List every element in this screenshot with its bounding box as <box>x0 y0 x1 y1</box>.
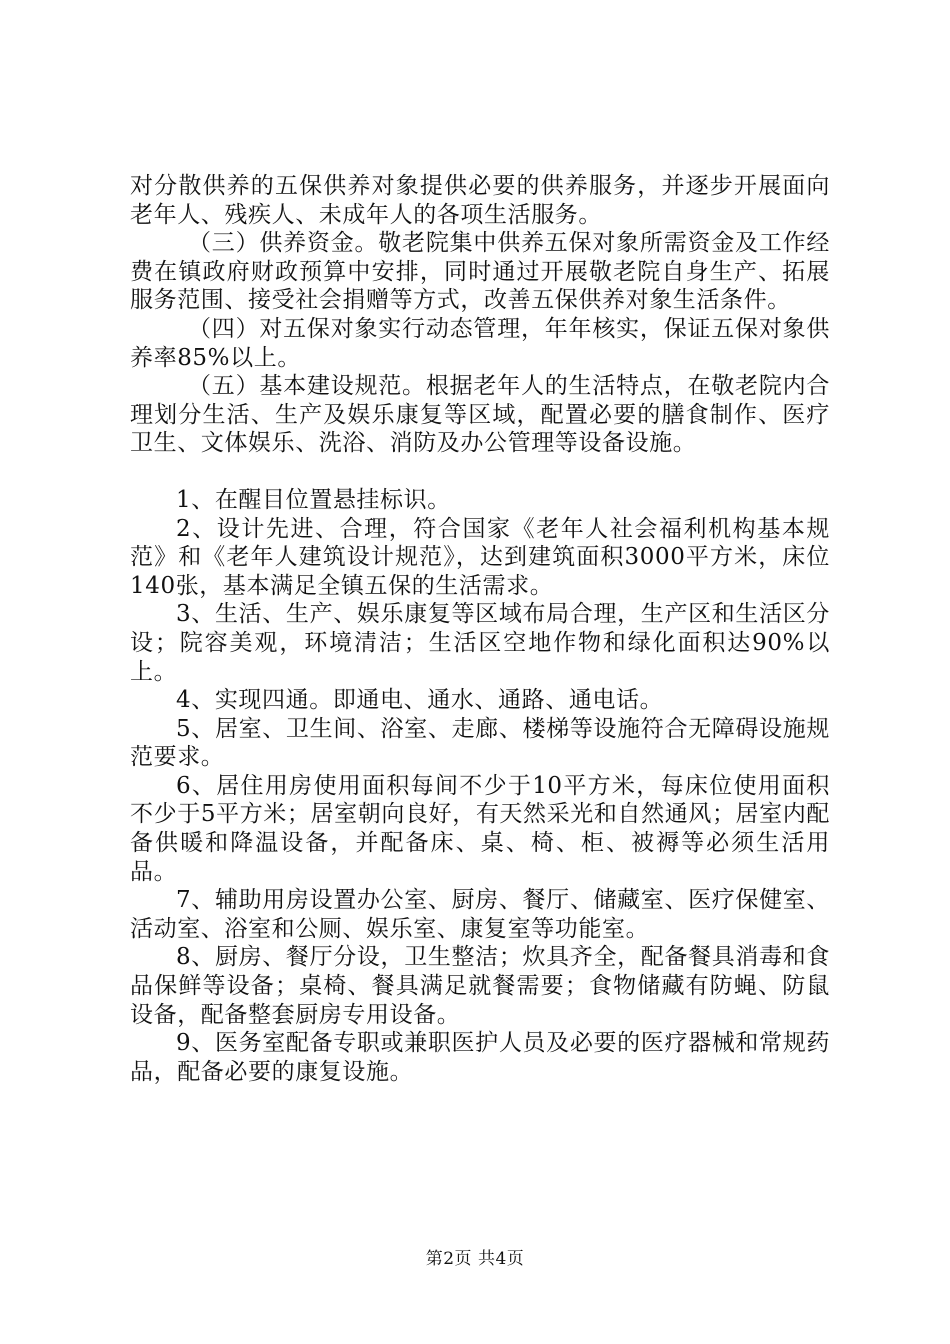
list-item-5: 5、居室、卫生间、浴室、走廊、楼梯等设施符合无障碍设施规范要求。 <box>130 715 830 771</box>
list-item-2: 2、设计先进、合理，符合国家《老年人社会福利机构基本规范》和《老年人建筑设计规范》，达到建筑面积3000平方米，床位140张，基本满足全镇五保的生活需求。 <box>130 515 830 599</box>
page-footer: 第2页 共4页 <box>425 1249 525 1269</box>
list-item-4: 4、实现四通。即通电、通水、通路、通电话。 <box>176 687 664 714</box>
list-item-1: 1、在醒目位置悬挂标识。 <box>176 486 451 513</box>
list-item-3: 3、生活、生产、娱乐康复等区域布局合理，生产区和生活区分设；院容美观，环境清洁；生活区空地作物和绿化面积达90%以上。 <box>130 601 830 685</box>
paragraph-construction-standard: （五）基本建设规范。根据老年人的生活特点，在敬老院内合理划分生活、生产及娱乐康复等区域，配置必要的膳食制作、医疗卫生、文体娱乐、洗浴、消防及办公管理等设备设施。 <box>130 373 830 457</box>
list-item-8: 8、厨房、餐厅分设，卫生整洁；炊具齐全，配备餐具消毒和食品保鲜等设备；桌椅、餐具满足就餐需要；食物储藏有防蝇、防鼠设备，配备整套厨房专用设备。 <box>130 944 830 1028</box>
paragraph-gap <box>130 458 830 486</box>
list-item-9: 9、医务室配备专职或兼职医护人员及必要的医疗器械和常规药品，配备必要的康复设施。 <box>130 1030 830 1085</box>
paragraph-continuation: 对分散供养的五保供养对象提供必要的供养服务，并逐步开展面向老年人、残疾人、未成年人的各项生活服务。 <box>130 173 830 228</box>
paragraph-funding: （三）供养资金。敬老院集中供养五保对象所需资金及工作经费在镇政府财政预算中安排，同时通过开展敬老院自身生产、拓展服务范围、接受社会捐赠等方式，改善五保供养对象生活条件。 <box>130 230 830 314</box>
list-item-7: 7、辅助用房设置办公室、厨房、餐厅、储藏室、医疗保健室、活动室、浴室和公厕、娱乐室、康复室等功能室。 <box>130 887 830 942</box>
list-item-6: 6、居住用房使用面积每间不少于10平方米，每床位使用面积不少于5平方米；居室朝向良好，有天然采光和自然通风；居室内配备供暖和降温设备，并配备床、桌、椅、柜、被褥等必须生活用品。 <box>130 772 830 885</box>
paragraph-dynamic-management: （四）对五保对象实行动态管理，年年核实，保证五保对象供养率85%以上。 <box>130 315 830 371</box>
document-body <box>130 172 830 1086</box>
